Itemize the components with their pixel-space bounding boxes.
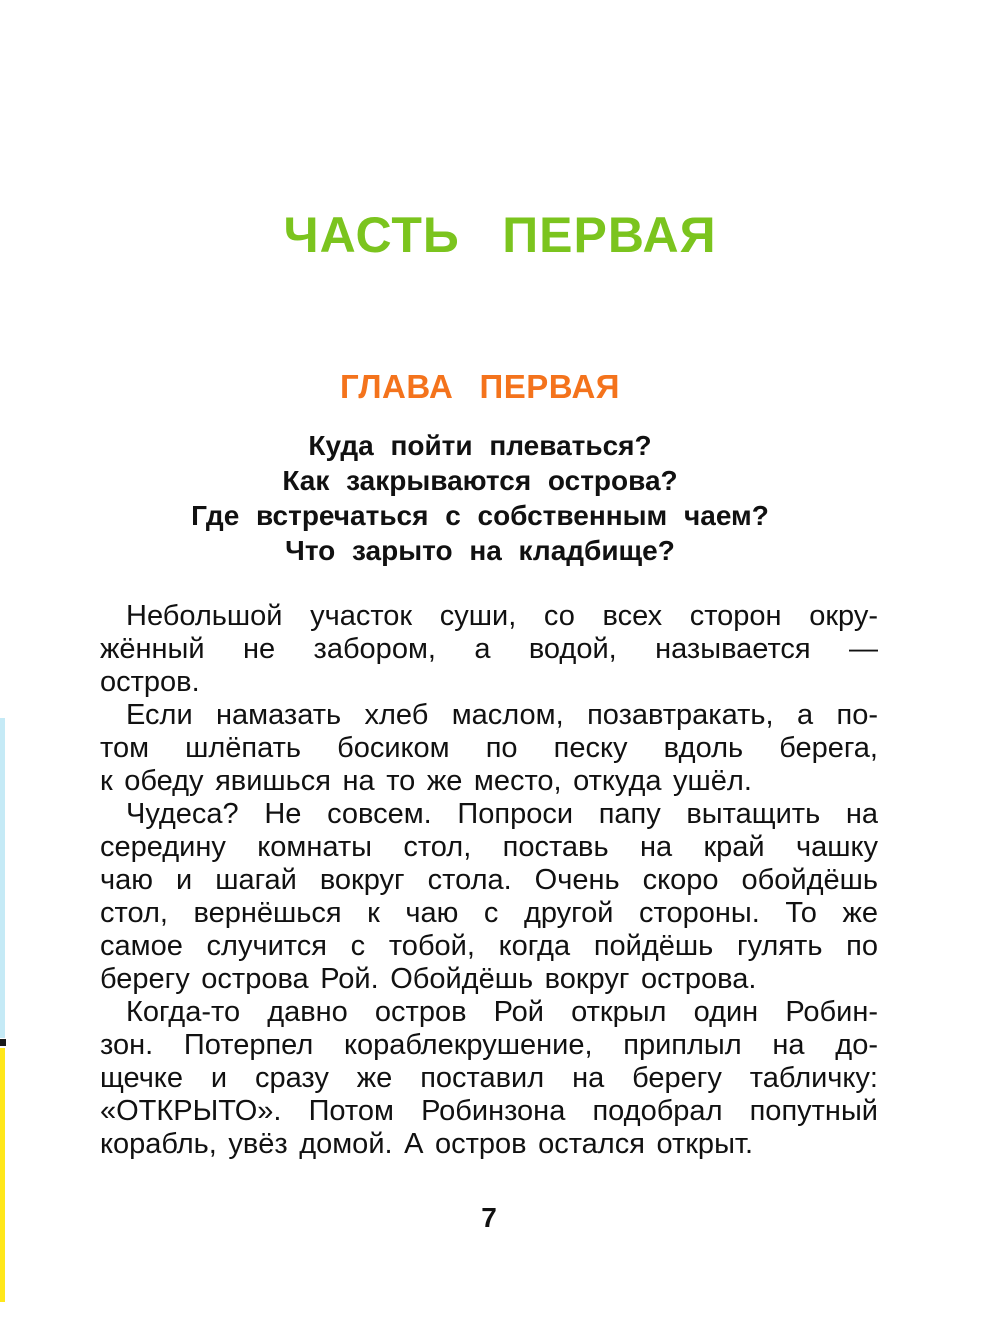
text-line: самое случится с тобой, когда пойдёшь гулять по: [100, 930, 878, 962]
text-line: корабль, увёз домой. А остров остался открыт.: [100, 1128, 754, 1160]
text-line: чаю и шагай вокруг стола. Очень скоро обойдёшь: [100, 864, 878, 896]
text-line: Когда-то давно остров Рой открыл один Робин-: [126, 996, 878, 1028]
text-line: том шлёпать босиком по песку вдоль берега,: [100, 732, 878, 764]
text-line: остров.: [100, 666, 200, 698]
text-line: жённый не забором, а водой, называется —: [100, 633, 878, 665]
left-edge-yellow-strip: [0, 1048, 5, 1302]
paragraph: [100, 600, 878, 699]
chapter-title: ГЛАВА ПЕРВАЯ: [339, 368, 621, 405]
subtitle-line: Где встречаться с собственным чаем?: [191, 500, 769, 531]
subtitle-line: Как закрываются острова?: [282, 465, 678, 496]
text-line: к обеду явишься на то же место, откуда ушёл.: [100, 765, 752, 797]
part-title: ЧАСТЬ ПЕРВАЯ: [283, 207, 717, 263]
subtitle-line: Что зарыто на кладбище?: [285, 535, 675, 566]
text-line: Если намазать хлеб маслом, позавтракать, а по-: [126, 699, 878, 731]
text-line: щечке и сразу же поставил на берегу табличку:: [100, 1062, 878, 1094]
left-edge-black-mark: [0, 1039, 6, 1046]
left-edge-blue-strip: [0, 718, 5, 1038]
text-line: середину комнаты стол, поставь на край чашку: [100, 831, 878, 863]
body-text: [100, 600, 878, 1161]
paragraph: [100, 798, 878, 996]
text-line: зон. Потерпел кораблекрушение, приплыл на до-: [100, 1029, 878, 1061]
text-line: «ОТКРЫТО». Потом Робинзона подобрал попутный: [100, 1095, 878, 1127]
paragraph: [100, 699, 878, 798]
text-line: Чудеса? Не совсем. Попроси папу вытащить на: [126, 798, 878, 830]
page-number: 7: [481, 1202, 497, 1233]
text-line: берегу острова Рой. Обойдёшь вокруг острова.: [100, 963, 757, 995]
chapter-subtitle: [80, 428, 880, 568]
text-line: стол, вернёшься к чаю с другой стороны. То же: [100, 897, 878, 929]
paragraph: [100, 996, 878, 1161]
text-line: Небольшой участок суши, со всех сторон окру-: [126, 600, 878, 632]
subtitle-line: Куда пойти плеваться?: [308, 430, 652, 461]
